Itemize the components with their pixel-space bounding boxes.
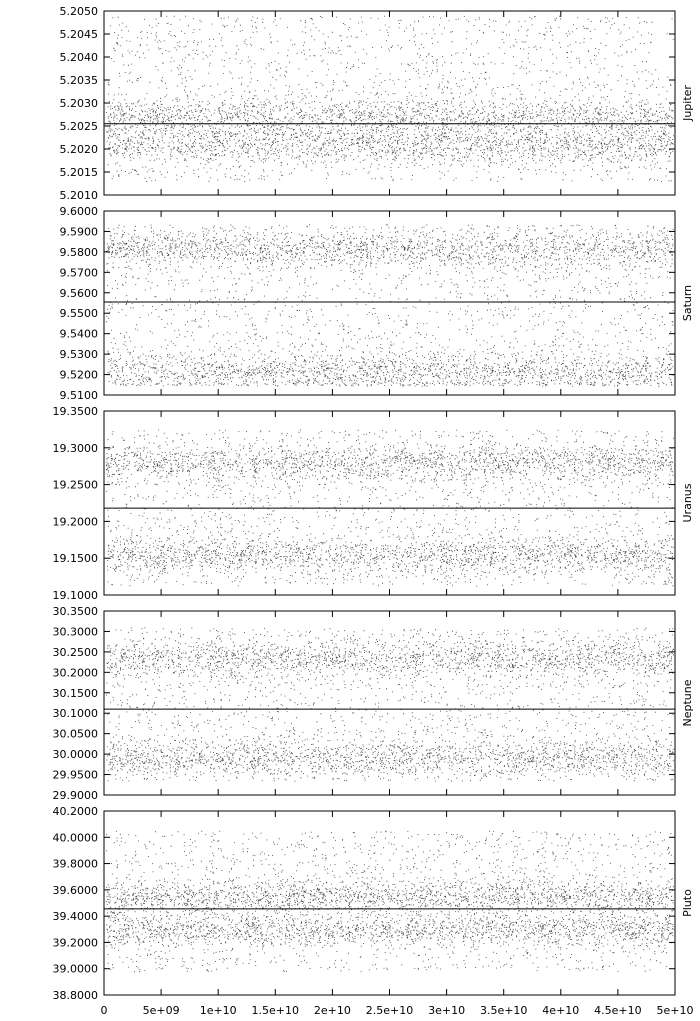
y-tick-label: 29.9000 (52, 789, 98, 802)
y-tick-label: 19.2000 (52, 515, 98, 529)
y-tick-label: 9.5400 (59, 327, 98, 341)
x-tick-label: 3.5e+10 (479, 1004, 528, 1017)
x-tick-label: 1.5e+10 (251, 1004, 300, 1017)
panel-jupiter (60, 5, 695, 202)
y-tick-label: 30.1000 (52, 707, 98, 721)
y-tick-label: 9.5500 (59, 307, 98, 321)
y-tick-label: 19.1000 (52, 589, 98, 602)
y-tick-label: 9.5300 (59, 348, 98, 362)
y-tick-label: 5.2045 (59, 28, 98, 41)
panel-pluto (53, 805, 695, 1002)
y-tick-label: 30.0500 (52, 727, 98, 741)
y-tick-label: 30.1500 (52, 686, 98, 700)
panel-frame-jupiter (104, 11, 675, 195)
y-tick-label: 39.2000 (52, 936, 98, 950)
y-tick-label: 9.5600 (59, 286, 98, 300)
y-tick-label: 5.2010 (59, 189, 98, 202)
y-tick-label: 5.2025 (59, 120, 98, 133)
y-tick-label: 30.2000 (52, 666, 98, 680)
y-tick-label: 19.3000 (52, 441, 98, 455)
panel-frame-pluto (104, 811, 675, 995)
y-tick-label: 5.2050 (59, 5, 98, 18)
y-tick-label: 40.0000 (52, 831, 98, 845)
scatter-points-pluto (106, 831, 674, 972)
y-tick-label: 30.3000 (52, 625, 98, 639)
y-tick-label: 19.2500 (52, 478, 98, 492)
y-tick-label: 39.0000 (52, 962, 98, 976)
x-tick-label: 0 (100, 1004, 108, 1017)
panel-uranus (53, 405, 695, 602)
x-tick-label: 3e+10 (428, 1004, 466, 1017)
y-tick-label: 38.8000 (52, 989, 98, 1002)
y-tick-label: 30.3500 (52, 605, 98, 618)
panel-label-saturn: Saturn (681, 284, 694, 322)
y-tick-label: 19.3500 (52, 405, 98, 418)
x-tick-label: 1e+10 (199, 1004, 237, 1017)
y-tick-label: 19.1500 (52, 552, 98, 566)
y-tick-label: 9.6000 (59, 205, 98, 218)
panel-saturn (60, 205, 695, 402)
y-tick-label: 9.5800 (59, 245, 98, 259)
panel-label-uranus: Uranus (681, 483, 694, 523)
y-tick-label: 39.8000 (52, 857, 98, 871)
y-tick-label: 9.5100 (59, 389, 98, 402)
x-tick-label: 4.5e+10 (594, 1004, 642, 1017)
y-tick-label: 39.4000 (52, 910, 98, 924)
y-tick-label: 5.2035 (59, 74, 98, 87)
y-tick-label: 30.2500 (52, 645, 98, 659)
panel-frame-uranus (104, 411, 675, 595)
x-tick-label: 5e+09 (142, 1004, 180, 1017)
y-tick-label: 29.9500 (52, 768, 98, 782)
x-tick-label: 5e+10 (656, 1004, 694, 1017)
y-tick-label: 40.2000 (52, 805, 98, 818)
x-tick-label: 4e+10 (542, 1004, 580, 1017)
y-tick-label: 5.2020 (59, 143, 98, 156)
y-tick-label: 9.5200 (59, 368, 98, 382)
x-tick-label: 2.5e+10 (365, 1004, 414, 1017)
y-tick-label: 30.0000 (52, 748, 98, 762)
panel-label-neptune: Neptune (681, 679, 694, 727)
y-tick-label: 39.6000 (52, 883, 98, 897)
panel-label-pluto: Pluto (681, 889, 694, 917)
y-tick-label: 5.2030 (59, 97, 98, 110)
x-tick-label: 2e+10 (313, 1004, 351, 1017)
y-tick-label: 9.5700 (59, 266, 98, 280)
y-tick-label: 5.2015 (59, 166, 98, 179)
y-tick-label: 9.5900 (59, 225, 98, 239)
y-tick-label: 5.2040 (59, 51, 98, 64)
panel-label-jupiter: Jupiter (681, 85, 694, 121)
scatter-points-neptune (106, 627, 674, 781)
panel-neptune (53, 605, 695, 802)
panel-frame-saturn (104, 211, 675, 395)
scatter-points-jupiter (106, 16, 674, 182)
scatter-points-saturn (106, 224, 673, 386)
x-axis (101, 1004, 694, 1017)
